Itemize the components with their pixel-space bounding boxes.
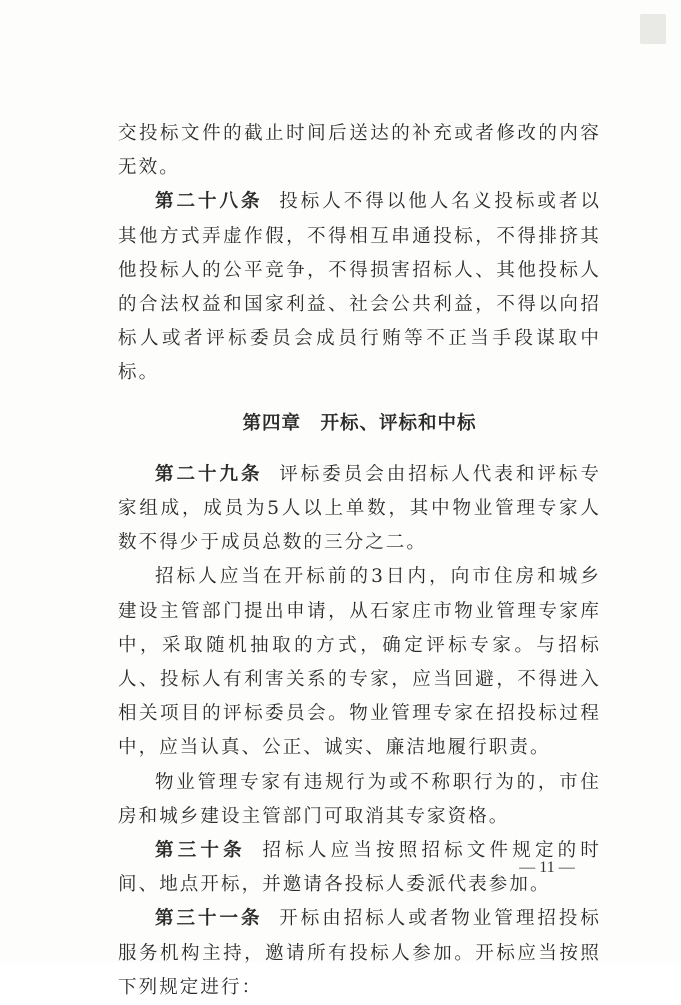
page-number: — 11 — [519, 859, 575, 876]
article-30-text: 招标人应当按照招标文件规定的时间、地点开标，并邀请各投标人委派代表参加。 [118, 840, 601, 896]
article-28-label: 第二十八条 [155, 191, 263, 213]
article-29-label: 第二十九条 [155, 463, 263, 485]
article-30-label: 第三十条 [155, 840, 246, 862]
article-29 [118, 458, 601, 561]
continuation-paragraph: 交投标文件的截止时间后送达的补充或者修改的内容无效。 [118, 123, 601, 179]
scan-mark [640, 14, 666, 44]
article-31-text: 开标由招标人或者物业管理招投标服务机构主持，邀请所有投标人参加。开标应当按照下列规定进行： [118, 908, 601, 998]
article-29-paragraph-3: 物业管理专家有违规行为或不称职行为的，市住房和城乡建设主管部门可取消其专家资格。 [118, 771, 601, 827]
article-31 [118, 902, 601, 1005]
article-31-label: 第三十一条 [155, 908, 263, 930]
article-29-paragraph-2: 招标人应当在开标前的3日内，向市住房和城乡建设主管部门提出申请，从石家庄市物业管理专家库中，采取随机抽取的方式，确定评标专家。与招标人、投标人有利害关系的专家，应当回避，不得进入相关项目的评标委员会。物业管理专家在招投标过程中，应当认真、公正、诚实、廉洁地履行职责。 [118, 566, 601, 759]
article-28 [118, 185, 601, 390]
chapter-heading: 第四章 开标、评标和中标 [242, 412, 477, 434]
article-29-text: 评标委员会由招标人代表和评标专家组成，成员为5人以上单数，其中物业管理专家人数不得少于成员总数的三分之二。 [118, 463, 601, 554]
article-28-text: 投标人不得以他人名义投标或者以其他方式弄虚作假，不得相互串通投标，不得排挤其他投标人的公平竞争，不得损害招标人、其他投标人的合法权益和国家利益、社会公共利益，不得以向招标人或者评标委员会成员行贿等不正当手段谋取中标。 [118, 191, 601, 384]
